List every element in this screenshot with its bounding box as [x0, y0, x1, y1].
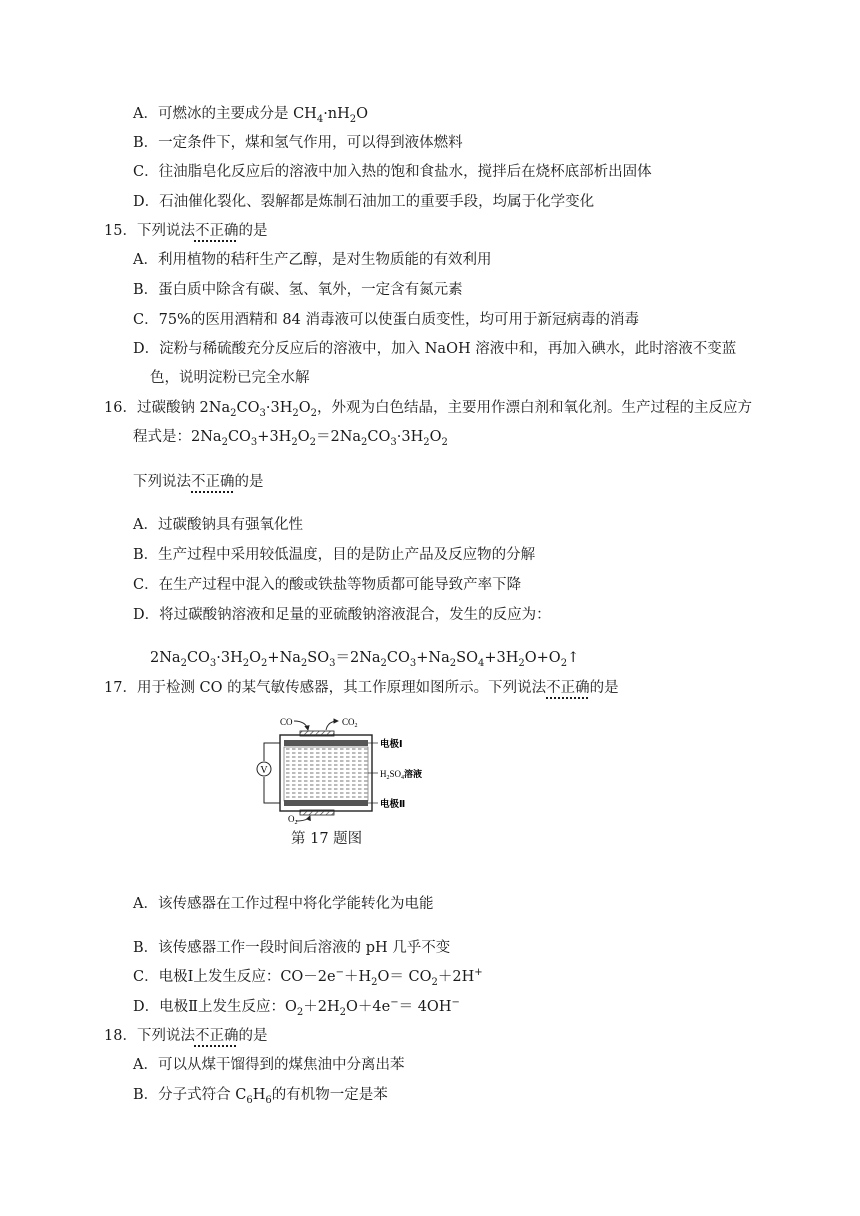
q14-option-d: D．石油催化裂化、裂解都是炼制石油加工的重要手段，均属于化学变化	[133, 194, 595, 210]
q17-option-b: B．该传感器工作一段时间后溶液的 pH 几乎不变	[133, 940, 451, 956]
q16-option-d: D．将过碳酸钠溶液和足量的亚硫酸钠溶液混合，发生的反应为：	[133, 607, 551, 623]
q16-stem-line1: 16．过碳酸钠 $2Na_2CO_3\cdot 3H_2O_2$，外观为白色结晶，主要用作漂白剂和氧化剂。生产过程的主反应方	[104, 400, 752, 419]
q15-option-b: B．蛋白质中除含有碳、氢、氧外，一定含有氮元素	[133, 282, 463, 298]
q15-stem: 15．下列说法不正确的是	[104, 223, 268, 239]
q17-stem: 17．用于检测 CO 的某气敏传感器，其工作原理如图所示。下列说法不正确的是	[104, 680, 619, 696]
q14-option-b: B．一定条件下，煤和氢气作用，可以得到液体燃料	[133, 135, 463, 151]
q16-option-a: A．过碳酸钠具有强氧化性	[133, 517, 303, 533]
q18-option-b: B．分子式符合 $C_6H_6$的有机物一定是苯	[133, 1087, 388, 1106]
co2-outflow-arrow	[326, 721, 338, 730]
q15-option-d-cont: 色，说明淀粉已完全水解	[150, 370, 310, 386]
q15-option-d: D．淀粉与稀硫酸充分反应后的溶液中，加入 NaOH 溶液中和，再加入碘水，此时溶液不变蓝	[133, 341, 737, 357]
electrolyte-solution	[284, 747, 368, 801]
gas-inlet-top	[300, 731, 334, 736]
q18-stem: 18．下列说法不正确的是	[104, 1028, 268, 1044]
q18-option-a: A．可以从煤干馏得到的煤焦油中分离出苯	[133, 1057, 405, 1073]
q16-option-d-equation: $2Na_2CO_3\cdot 3H_2O_2+Na_2SO_3=2Na_2CO_3+Na_2SO_4+3H_2O+O_2↑$	[150, 650, 580, 669]
q17-option-a: A．该传感器在工作过程中将化学能转化为电能	[133, 896, 434, 912]
q17-option-d: D．电极Ⅱ上发生反应：$O_2+2H_2O+4e^-= 4OH^-$	[133, 997, 460, 1018]
figure-caption: 第 17 题图	[291, 831, 363, 847]
o2-label: $O_2$	[288, 814, 298, 825]
electrode-1	[284, 740, 368, 746]
electrolyte-label: $H_2SO_4$溶液	[380, 769, 423, 781]
q16-option-c: C．在生产过程中混入的酸或铁盐等物质都可能导致产率下降	[133, 577, 522, 593]
co-inflow-arrow	[294, 721, 308, 730]
voltmeter-label: V	[260, 765, 268, 776]
q15-option-c: C．75%的医用酒精和 84 消毒液可以使蛋白质变性，均可用于新冠病毒的消毒	[133, 312, 639, 328]
gas-inlet-bottom	[300, 810, 334, 815]
q14-option-c: C．往油脂皂化反应后的溶液中加入热的饱和食盐水，搅拌后在烧杯底部析出固体	[133, 164, 652, 180]
co2-label: $CO_2$	[342, 717, 358, 729]
q14-option-a: A．可燃冰的主要成分是 $CH_4\cdot nH_2O$	[133, 106, 369, 125]
co-label: CO	[280, 717, 293, 727]
o2-inflow-arrow	[296, 816, 310, 821]
q16-question: 下列说法不正确的是	[133, 474, 264, 490]
q17-option-c: C．电极Ⅰ上发生反应：$CO-2e^-+H_2O= CO_2+2H^+$	[133, 967, 483, 988]
wire-bottom	[264, 777, 280, 803]
wire-top	[264, 743, 280, 761]
q15-option-a: A．利用植物的秸秆生产乙醇，是对生物质能的有效利用	[133, 252, 492, 268]
gas-sensor-diagram	[250, 715, 450, 825]
electrode-2-label: 电极Ⅱ	[380, 799, 406, 810]
q16-option-b: B．生产过程中采用较低温度，目的是防止产品及反应物的分解	[133, 547, 536, 563]
electrode-1-label: 电极Ⅰ	[380, 739, 403, 750]
q16-equation: 程式是：$2Na_2CO_3+3H_2O_2=2Na_2CO_3\cdot 3H_2O_2$	[133, 429, 448, 448]
electrode-2	[284, 800, 368, 806]
